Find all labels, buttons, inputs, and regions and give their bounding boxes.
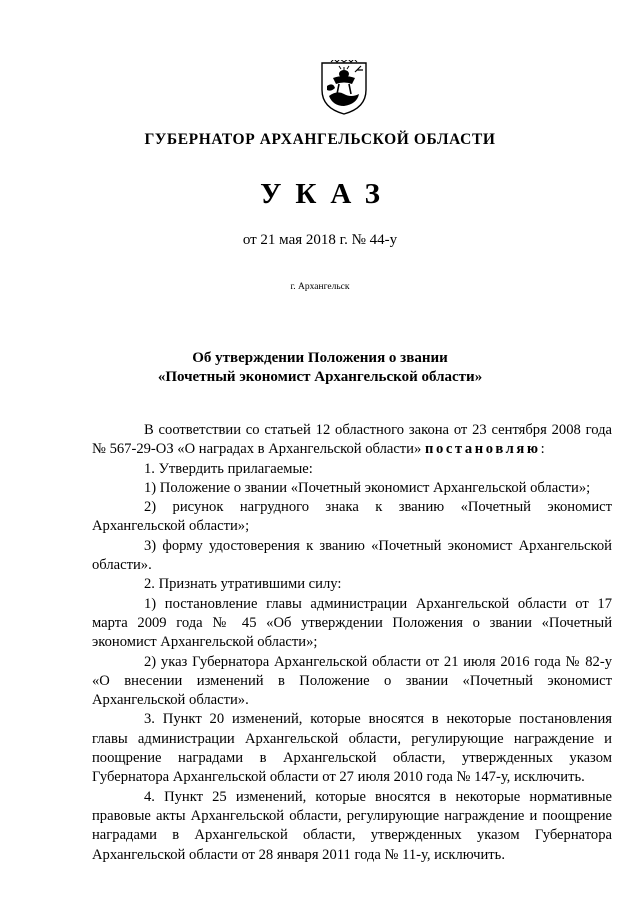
item-1-1: 1) Положение о звании «Почетный экономист Архангельской области»; (144, 479, 591, 496)
item-3: 3. Пункт 20 изменений, которые вносятся в некоторые постановления главы администрации Архангельской области, регулирующие награждение и поощрение наградами в Архангельской области, утвержденных указом Губернатора Архангельской области от 27 июля 2010 года № 147-у, исключить. (92, 711, 612, 786)
item-1-3: 3) форму удостоверения к званию «Почетный экономист Архангельской области». (92, 537, 612, 574)
intro-paragraph (92, 421, 612, 460)
intro-colon: : (540, 441, 545, 458)
document-type: УКАЗ (260, 178, 394, 210)
item-2: 2. Признать утратившими силу: (144, 576, 342, 593)
item-1: 1. Утвердить прилагаемые: (144, 460, 313, 477)
arkhangelsk-coat-of-arms-icon (319, 60, 369, 116)
issuing-authority: ГУБЕРНАТОР АРХАНГЕЛЬСКОЙ ОБЛАСТИ (144, 131, 496, 148)
item-2-2: 2) указ Губернатора Архангельской области от 21 июля 2016 года № 82-у «О внесении изменений в Положение о звании «Почетный экономист Архангельской области». (92, 653, 612, 709)
item-2-1: 1) постановление главы администрации Архангельской области от 17 марта 2009 года № 45 «Об утверждении Положения о звании «Почетный экономист Архангельской области»; (92, 595, 612, 651)
title-line-2: «Почетный экономист Архангельской области» (157, 369, 483, 385)
city: г. Архангельск (290, 282, 350, 292)
title-line-1: Об утверждении Положения о звании (192, 350, 448, 366)
document-title (0, 349, 640, 387)
item-1-2: 2) рисунок нагрудного знака к званию «Почетный экономист Архангельской области»; (92, 499, 612, 535)
intro-keyword: постановляю (424, 441, 541, 458)
intro-text: В соответствии со статьей 12 областного закона от 23 сентября 2008 года № 567-29-ОЗ «О наградах в Архангельской области» (92, 422, 612, 458)
date-number: от 21 мая 2018 г. № 44-у (242, 232, 398, 248)
document-body (92, 421, 612, 865)
item-4: 4. Пункт 25 изменений, которые вносятся в некоторые нормативные правовые акты Архангельской области, регулирующие награждение и поощрение наградами в Архангельской области, утвержденных указом Губернатора Архангельской области от 28 января 2011 года № 11-у, исключить. (92, 788, 612, 863)
